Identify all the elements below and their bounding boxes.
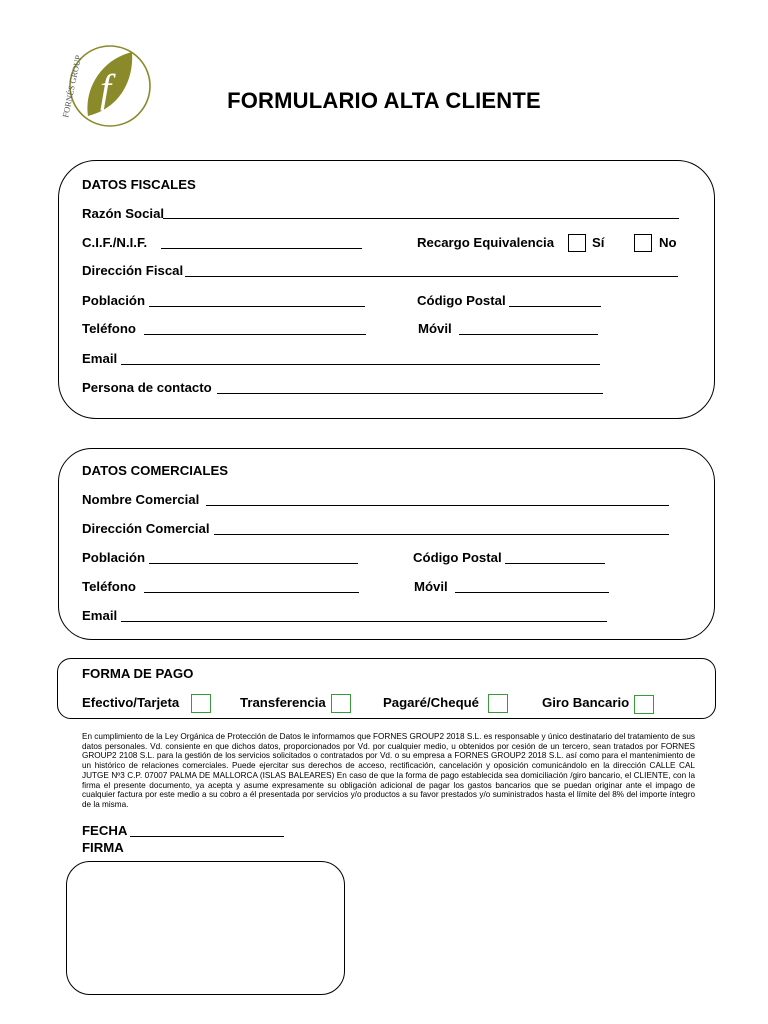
comercial-codigo-postal-field[interactable]	[505, 563, 605, 564]
persona-contacto-label: Persona de contacto	[82, 380, 212, 395]
comercial-movil-field[interactable]	[455, 592, 609, 593]
logo-brand-text: FORNÉS GROUP	[60, 54, 84, 119]
comercial-telefono-label: Teléfono	[82, 579, 136, 594]
telefono-field[interactable]	[144, 334, 366, 335]
email-field[interactable]	[121, 364, 600, 365]
nombre-comercial-label: Nombre Comercial	[82, 492, 200, 507]
pago-option-efectivo: Efectivo/Tarjeta	[82, 695, 180, 710]
movil-field[interactable]	[459, 334, 598, 335]
recargo-label: Recargo Equivalencia	[417, 235, 555, 250]
direccion-comercial-label: Dirección Comercial	[82, 521, 210, 536]
codigo-postal-field[interactable]	[509, 306, 601, 307]
pago-option-giro: Giro Bancario	[542, 695, 630, 710]
direccion-fiscal-label: Dirección Fiscal	[82, 263, 184, 278]
comercial-email-field[interactable]	[121, 621, 607, 622]
company-logo	[50, 40, 158, 130]
comercial-movil-label: Móvil	[414, 579, 448, 594]
legal-notice: En cumplimiento de la Ley Orgánica de Protección de Datos le informamos que FORNES GROUP2 2018 S.L. es responsable y único destinatario del tratamiento de sus datos personales. Vd. consiente en que dichos datos, proporcionados por Vd. por cualquier medio, u obtenidos por cesión de un tercero, sean tratados por FORNES GROUP2 2108 S.L. para la gestión de los servicios solicitados o contratados por Vd. o su empresa a FORNES GROUP2 2018 S.L. así como para el mantenimiento de un histórico de relaciones comerciales. Puede ejercitar sus derechos de acceso, rectificación, cancelación y oposición comunicándolo en la dirección CALLE CAL JUTGE Nº3 C.P. 07007 PALMA DE MALLORCA (ISLAS BALEARES) En caso de que la forma de pago establecida sea domiciliación /giro bancario, el CLIENTE, con la firma el presente documento, ya acepta y asume expresamente su obligación adicional de pagar los gastos bancarios que se puedan originar ante el impago de cualquier factura por este medio a su cobro a él presentada por servicios y/o productos a su favor prestados y/o suministrados hasta el límite del 8% del importe íntegro de la misma.	[82, 732, 695, 809]
logo-letter: f	[100, 66, 112, 111]
transferencia-checkbox[interactable]	[331, 694, 351, 713]
email-label: Email	[82, 351, 118, 366]
efectivo-checkbox[interactable]	[191, 694, 211, 713]
movil-label: Móvil	[418, 321, 452, 336]
firma-label: FIRMA	[82, 840, 124, 855]
comercial-heading: DATOS COMERCIALES	[82, 463, 229, 478]
comercial-poblacion-label: Población	[82, 550, 146, 565]
fecha-label: FECHA	[82, 823, 128, 838]
persona-contacto-field[interactable]	[217, 393, 603, 394]
codigo-postal-label: Código Postal	[417, 293, 506, 308]
direccion-comercial-field[interactable]	[214, 534, 669, 535]
pago-option-pagare: Pagaré/Chequé	[383, 695, 480, 710]
telefono-label: Teléfono	[82, 321, 136, 336]
pago-heading: FORMA DE PAGO	[82, 666, 194, 681]
razon-social-field[interactable]	[163, 218, 679, 219]
recargo-si-label: Sí	[592, 235, 605, 250]
comercial-codigo-postal-label: Código Postal	[413, 550, 502, 565]
pago-option-transferencia: Transferencia	[240, 695, 326, 710]
cif-field[interactable]	[161, 248, 362, 249]
recargo-no-checkbox[interactable]	[634, 234, 652, 252]
fiscal-heading: DATOS FISCALES	[82, 177, 196, 192]
fecha-field[interactable]	[130, 836, 284, 837]
comercial-telefono-field[interactable]	[144, 592, 359, 593]
nombre-comercial-field[interactable]	[206, 505, 669, 506]
page-title: FORMULARIO ALTA CLIENTE	[227, 88, 541, 113]
poblacion-label: Población	[82, 293, 146, 308]
firma-box[interactable]	[66, 861, 345, 995]
poblacion-field[interactable]	[149, 306, 365, 307]
recargo-no-label: No	[659, 235, 677, 250]
comercial-email-label: Email	[82, 608, 118, 623]
razon-social-label: Razón Social	[82, 206, 165, 221]
direccion-fiscal-field[interactable]	[185, 276, 678, 277]
cif-label: C.I.F./N.I.F.	[82, 235, 148, 250]
comercial-poblacion-field[interactable]	[149, 563, 358, 564]
recargo-si-checkbox[interactable]	[568, 234, 586, 252]
pagare-checkbox[interactable]	[488, 694, 508, 713]
giro-checkbox[interactable]	[634, 695, 654, 714]
